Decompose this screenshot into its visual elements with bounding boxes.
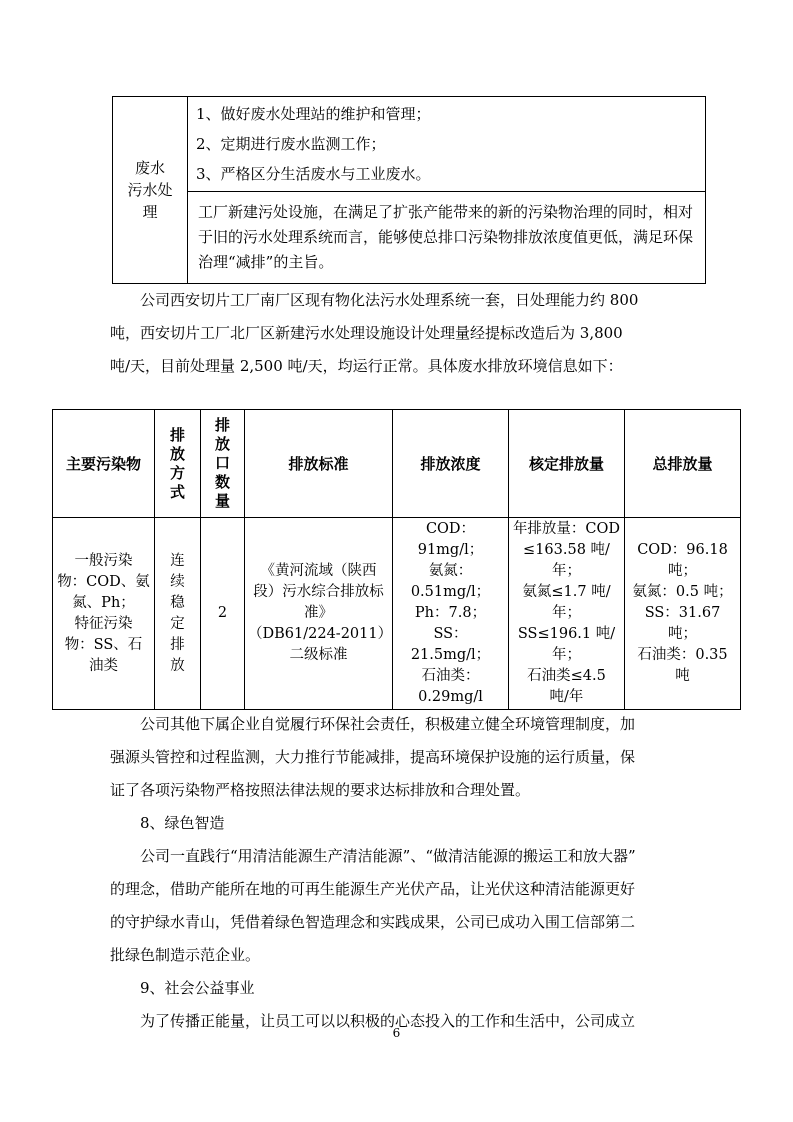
cell-line: SS：21.5mg/l； (410, 626, 491, 663)
cell-standard (245, 518, 393, 710)
measure-item: 3、严格区分生活废水与工业废水。 (196, 165, 431, 183)
cell-line: 0.51mg/l； (410, 584, 491, 600)
section-heading-9: 9、社会公益事业 (110, 979, 255, 997)
text-line: 的守护绿水青山，凭借着绿色智造理念和实践成果，公司已成功入围工信部第二 (110, 913, 636, 931)
header-concentration: 排放浓度 (393, 410, 509, 518)
header-char: 数 (214, 473, 230, 491)
page-number: 6 (392, 1026, 401, 1040)
measures-cell (188, 97, 706, 192)
category-line: 废水 (134, 159, 165, 177)
measure-item: 1、做好废水处理站的维护和管理； (196, 105, 431, 123)
header-method (155, 410, 201, 518)
cell-approved (509, 518, 625, 710)
table-row (53, 518, 741, 710)
cell-line: 年； (552, 647, 581, 663)
paragraph-other-enterprises (110, 708, 690, 1038)
cell-line: 物：COD、氨 (57, 573, 150, 590)
cell-line: SS≤196.1 吨/ (517, 626, 616, 642)
cell-line: 特征污染 (74, 615, 133, 632)
section-heading-8: 8、绿色智造 (110, 814, 225, 832)
header-char: 排 (214, 416, 230, 434)
header-outlets (201, 410, 245, 518)
header-standard: 排放标准 (245, 410, 393, 518)
category-line: 理 (142, 203, 158, 221)
text-line: 批绿色制造示范企业。 (110, 946, 261, 964)
header-char: 放 (214, 435, 230, 453)
cell-line: 定 (170, 615, 185, 632)
cell-line: 氨氮：0.5 吨； (632, 584, 733, 600)
cell-outlets: 2 (201, 518, 245, 710)
cell-line: COD：96.18 吨； (637, 542, 728, 579)
cell-pollutant (53, 518, 155, 710)
cell-method (155, 518, 201, 710)
cell-line: 石油类： (421, 668, 480, 684)
cell-line: 氮、Ph； (72, 594, 135, 611)
cell-line: 排 (170, 636, 185, 653)
cell-line: 物：SS、石 (64, 636, 143, 653)
cell-line: 续 (170, 573, 185, 590)
category-cell (113, 97, 188, 284)
effect-cell: 工厂新建污处设施，在满足了扩张产能带来的新的污染物治理的同时，相对于旧的污水处理系统而言，能够使总排口污染物排放浓度值更低，满足环保治理“减排”的主旨。 (188, 192, 706, 284)
cell-total (625, 518, 741, 710)
cell-line: 年排放量：COD (512, 521, 621, 537)
cell-line: 放 (170, 657, 185, 674)
cell-line: 准》 (304, 605, 333, 621)
text-line: 强源头管控和过程监测，大力推行节能减排，提高环境保护设施的运行质量，保 (110, 748, 636, 766)
emission-info-table (52, 409, 741, 710)
header-char: 口 (214, 454, 230, 472)
text-line: 公司其他下属企业自觉履行环保社会责任，积极建立健全环境管理制度，加 (110, 715, 636, 733)
text-line: 公司一直践行“用清洁能源生产清洁能源”、“做清洁能源的搬运工和放大器” (110, 847, 636, 865)
text-line: 证了各项污染物严格按照法律法规的要求达标排放和合理处置。 (110, 781, 531, 799)
cell-line: 段）污水综合排放标 (253, 584, 384, 600)
cell-line: 连 (170, 552, 185, 569)
cell-line: 年； (552, 563, 581, 579)
cell-line: SS：31.67 吨； (644, 605, 721, 642)
header-char: 放 (169, 444, 185, 463)
wastewater-measures-table (112, 96, 706, 284)
text-line: 吨/天，目前处理量 2,500 吨/天，均运行正常。具体废水排放环境信息如下： (110, 357, 623, 375)
header-char: 排 (169, 425, 185, 444)
cell-line: Ph：7.8； (414, 605, 487, 621)
cell-line: 吨/年 (549, 689, 584, 705)
cell-line: ≤163.58 吨/ (523, 542, 610, 558)
header-char: 量 (214, 492, 230, 510)
cell-line: 二级标准 (289, 647, 348, 663)
cell-line: 石油类：0.35 (637, 647, 728, 663)
category-line: 污水处 (127, 181, 173, 199)
cell-line: 一般污染 (74, 552, 133, 569)
text-line: 的理念，借助产能所在地的可再生能源生产光伏产品，让光伏这种清洁能源更好 (110, 880, 636, 898)
text-line: 为了传播正能量，让员工可以以积极的心态投入的工作和生活中，公司成立 (110, 1012, 636, 1030)
header-char: 式 (169, 482, 185, 501)
cell-line: 0.29mg/l (418, 689, 483, 705)
header-char: 方 (169, 463, 185, 482)
cell-line: 石油类≤4.5 (527, 668, 606, 684)
cell-line: 氨氮： (428, 563, 473, 579)
header-approved: 核定排放量 (509, 410, 625, 518)
text-line: 公司西安切片工厂南厂区现有物化法污水处理系统一套，日处理能力约 800 (110, 291, 639, 309)
cell-line: 稳 (170, 594, 185, 611)
cell-line: 年； (552, 605, 581, 621)
measure-item: 2、定期进行废水监测工作； (196, 135, 386, 153)
cell-line: COD：91mg/l； (417, 521, 484, 558)
cell-line: 吨 (675, 668, 690, 684)
cell-concentration (393, 518, 509, 710)
cell-line: （DB61/224-2011） (248, 626, 393, 642)
cell-line: 《黄河流域（陕西 (260, 563, 377, 579)
header-pollutant: 主要污染物 (53, 410, 155, 518)
header-total: 总排放量 (625, 410, 741, 518)
cell-line: 油类 (89, 657, 118, 674)
cell-line: 氨氮≤1.7 吨/ (522, 584, 611, 600)
text-line: 吨，西安切片工厂北厂区新建污水处理设施设计处理量经提标改造后为 3,800 (110, 324, 623, 342)
paragraph-wastewater-capacity (110, 284, 690, 383)
